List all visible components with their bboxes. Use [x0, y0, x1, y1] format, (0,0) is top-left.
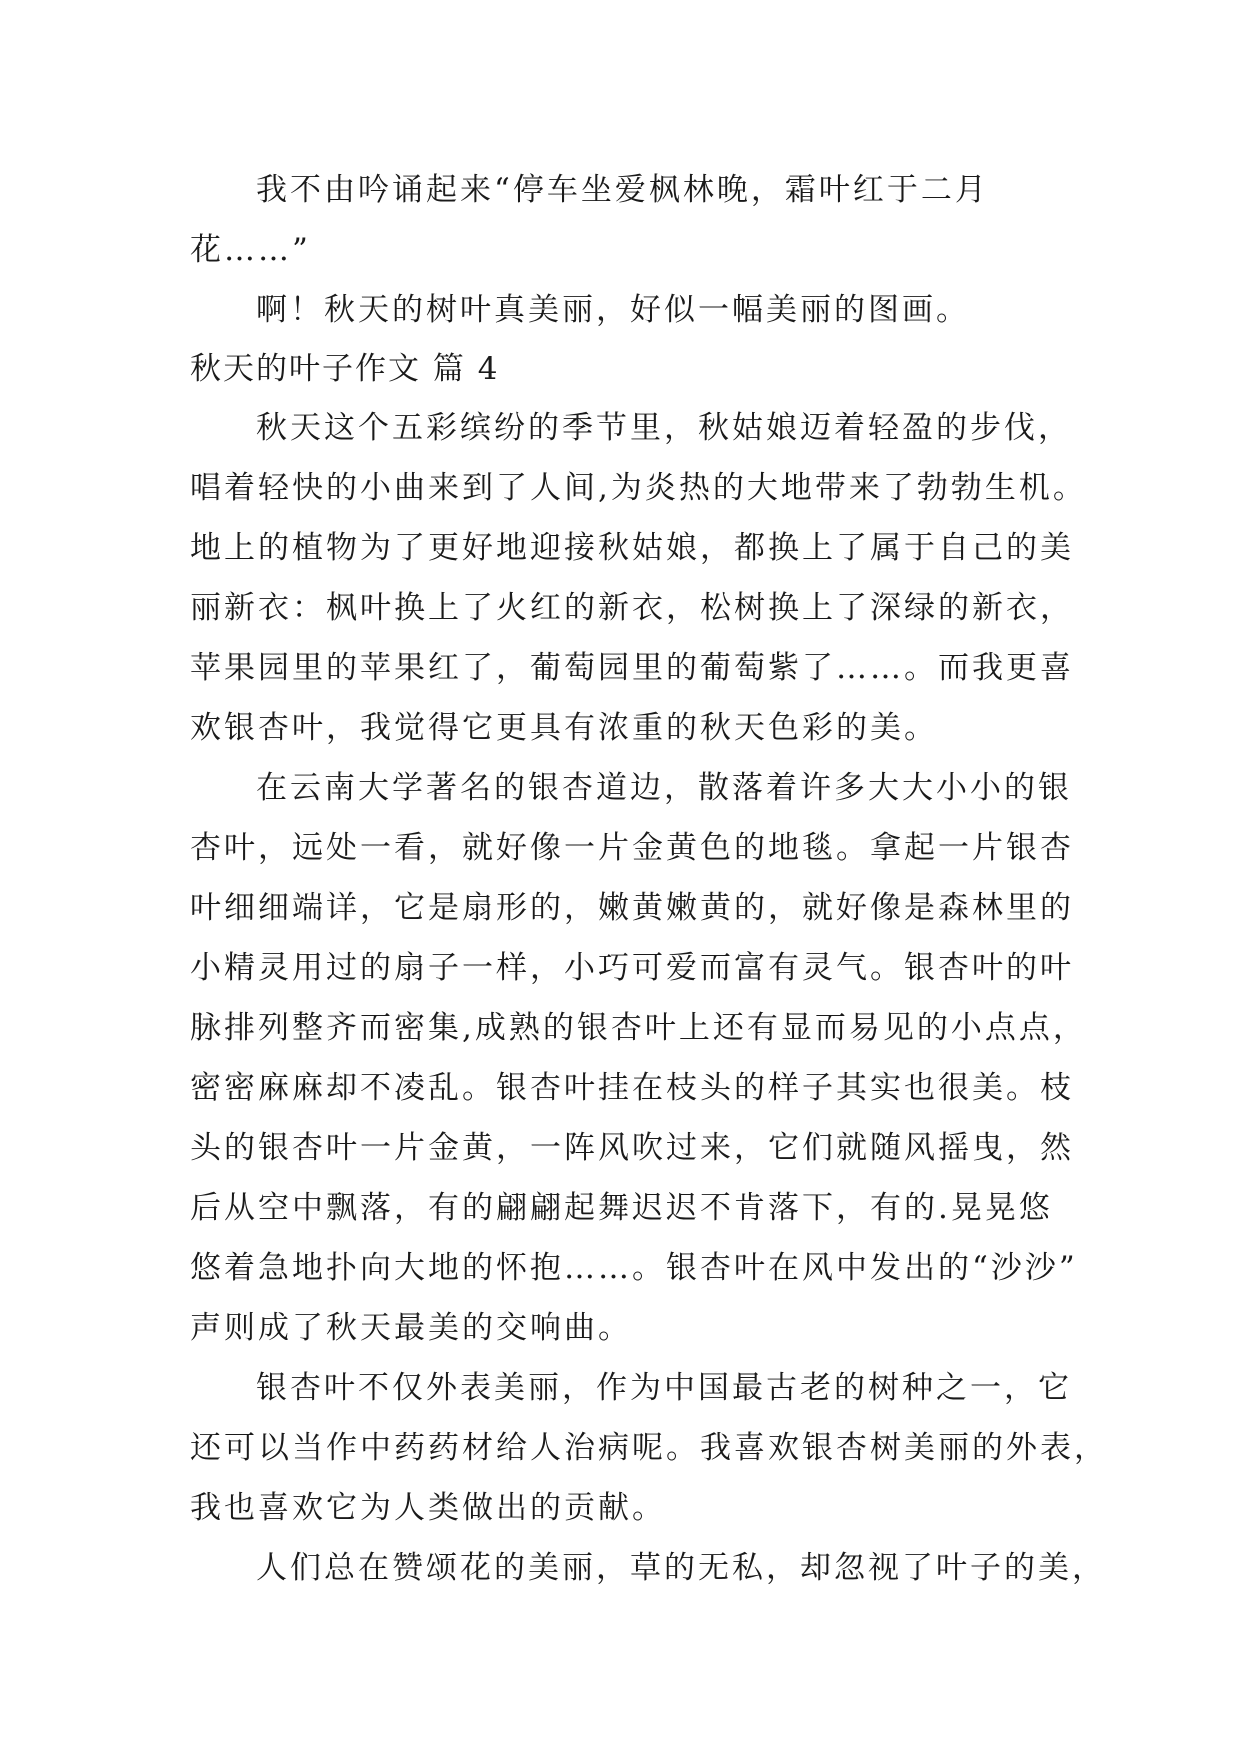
text-line: 声则成了秋天最美的交响曲。 [190, 1310, 632, 1346]
text-line: 在云南大学著名的银杏道边，散落着许多大大小小的银 [256, 770, 1072, 806]
text-line: 密密麻麻却不凌乱。银杏叶挂在枝头的样子其实也很美。枝 [190, 1070, 1074, 1106]
section-heading: 秋天的叶子作文 篇 4 [190, 351, 500, 387]
text-line: 还可以当作中药药材给人治病呢。我喜欢银杏树美丽的外表， [190, 1430, 1108, 1466]
paragraph-autumn-intro [190, 398, 1087, 758]
paragraph-ginkgo-medicine [190, 1358, 1108, 1538]
paragraph-poem-recital [190, 160, 1060, 280]
text-line: 地上的植物为了更好地迎接秋姑娘，都换上了属于自己的美 [190, 530, 1074, 566]
text-line: 苹果园里的苹果红了，葡萄园里的葡萄紫了……。而我更喜 [190, 650, 1074, 686]
text-line: 唱着轻快的小曲来到了人间,为炎热的大地带来了勃勃生机。 [190, 470, 1087, 506]
document-body [190, 160, 1108, 1598]
text-line: 我不由吟诵起来“停车坐爱枫林晚，霜叶红于二月 [256, 172, 989, 208]
text-line: 杏叶，远处一看，就好像一片金黄色的地毯。拿起一片银杏 [190, 830, 1074, 866]
text-line: 花……” [190, 232, 311, 268]
text-line: 银杏叶不仅外表美丽，作为中国最古老的树种之一，它 [256, 1370, 1072, 1406]
text-line: 丽新衣：枫叶换上了火红的新衣，松树换上了深绿的新衣， [190, 590, 1074, 626]
paragraph-leaf-beauty [190, 1538, 1106, 1598]
text-line: 啊！秋天的树叶真美丽，好似一幅美丽的图画。 [256, 292, 970, 328]
text-line: 头的银杏叶一片金黄，一阵风吹过来，它们就随风摇曳，然 [190, 1130, 1074, 1166]
text-line: 后从空中飘落，有的翩翩起舞迟迟不肯落下，有的.晃晃悠 [190, 1190, 1053, 1226]
text-line: 脉排列整齐而密集,成熟的银杏叶上还有显而易见的小点点， [190, 1010, 1087, 1046]
paragraph-exclamation [190, 280, 1060, 340]
paragraph-ginkgo-description [190, 758, 1087, 1358]
text-line: 小精灵用过的扇子一样，小巧可爱而富有灵气。银杏叶的叶 [190, 950, 1074, 986]
text-line: 叶细细端详，它是扇形的，嫩黄嫩黄的，就好像是森林里的 [190, 890, 1074, 926]
text-line: 悠着急地扑向大地的怀抱……。银杏叶在风中发出的“沙沙” [190, 1250, 1078, 1286]
text-line: 欢银杏叶，我觉得它更具有浓重的秋天色彩的美。 [190, 710, 938, 746]
text-line: 人们总在赞颂花的美丽，草的无私，却忽视了叶子的美， [256, 1550, 1106, 1586]
text-line: 我也喜欢它为人类做出的贡献。 [190, 1490, 666, 1526]
text-line: 秋天这个五彩缤纷的季节里，秋姑娘迈着轻盈的步伐， [256, 410, 1072, 446]
